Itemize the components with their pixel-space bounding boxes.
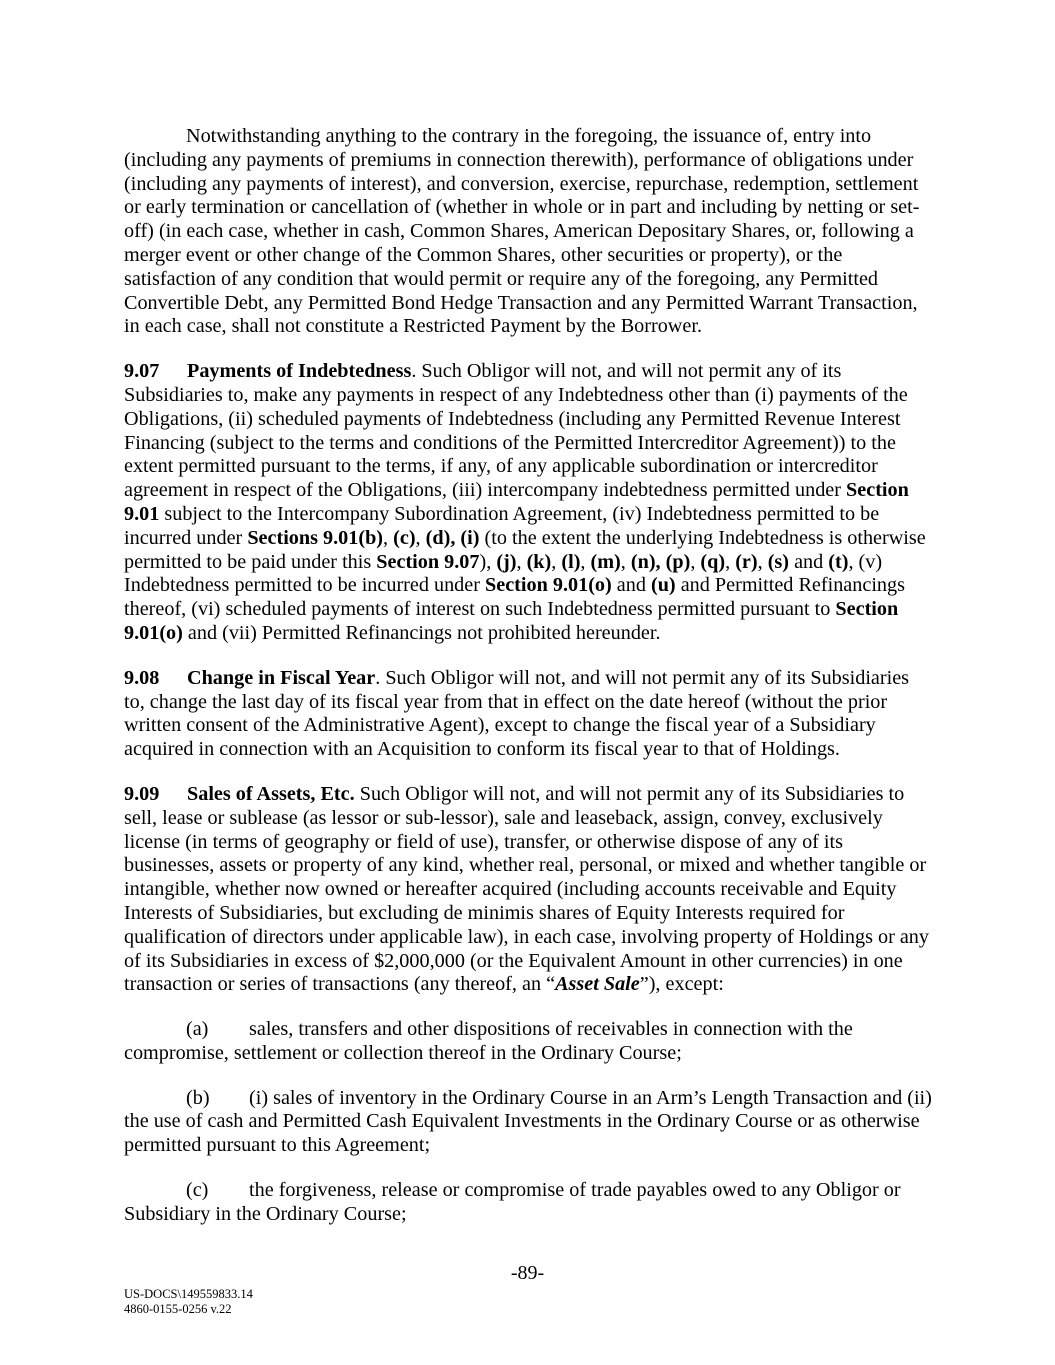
text-run: Notwithstanding anything to the contrary in the foregoing, the issuance of, entry into (including any payments of premiums in connection therewith), performance of obligations under (including any payments of interest), and conversion, exercise, repurchase, redemption, settlement or early termination or cancellation of (whether in whole or in part and including by netting or set-off) (in each case, whether in cash, Common Shares, American Depositary Shares, or, following a merger event or other change of the Common Shares, other securities or property), or the satisfaction of any condition that would permit or require any of the foregoing, any Permitted Convertible Debt, any Permitted Bond Hedge Transaction and any Permitted Warrant Transaction, in each case, shall not constitute a Restricted Payment by the Borrower. (124, 125, 920, 338)
list-item (124, 1179, 932, 1227)
text-run: and (vii) Permitted Refinancings not prohibited hereunder. (182, 621, 661, 644)
item-label: (b) (186, 1086, 210, 1109)
text-run: Such Obligor will not, and will not permit any of its Subsidiaries to sell, lease or sublease (as lessor or sub-lessor), sale and leaseback, assign, convey, exclusively license (in terms of geography or field of use), transfer, or otherwise dispose of any of its businesses, assets or property of any kind, whether real, personal, or mixed and whether tangible or intangible, whether now owned or hereafter acquired (including accounts receivable and Equity Interests of Subsidiaries, but excluding de minimis shares of Equity Interests required for qualification of directors under applicable law), in each case, involving property of Holdings or any of its Subsidiaries in excess of $2,000,000 (or the Equivalent Amount in other currencies) in one transaction or series of transactions (any thereof, an “ (124, 782, 929, 996)
bold-text-run: Section 9.01(o) (485, 574, 612, 597)
text-run: , (v) Indebtedness permitted to be incurred under (124, 550, 883, 597)
text-run: ), (479, 550, 497, 573)
bold-text-run: (s) (767, 550, 790, 573)
bold-text-run: (m) (590, 550, 621, 573)
list-item (124, 1087, 932, 1158)
footer-doc-id: US-DOCS\149559833.14 (124, 1287, 253, 1301)
text-run: , (725, 550, 736, 573)
bold-text-run: (c) (393, 526, 416, 549)
footer-version: 4860-0155-0256 v.22 (124, 1302, 232, 1316)
text-run: and (789, 550, 829, 573)
bold-text-run: (u) (650, 574, 676, 597)
text-run: sales, transfers and other dispositions of receivables in connection with the compromise, settlement or collection thereof in the Ordinary Course; (124, 1018, 853, 1064)
text-run: , (757, 550, 768, 573)
text-run: , (690, 550, 701, 573)
text-run: and Permitted Refinancings thereof, (vi) scheduled payments of interest on such Indebtedness permitted pursuant to (124, 574, 905, 621)
bold-text-run: Section 9.07 (376, 550, 480, 573)
text-run: , (620, 550, 631, 573)
text-run: , (580, 550, 591, 573)
text-run: , (383, 526, 394, 549)
bold-text-run: Asset Sale (555, 973, 640, 996)
document-body (124, 125, 932, 1248)
bold-text-run: (q) (700, 550, 726, 573)
text-run: , (516, 550, 527, 573)
bold-text-run: Change in Fiscal Year (187, 666, 376, 689)
text-run: ”), except: (639, 973, 724, 996)
section-number: 9.08 (124, 666, 160, 689)
text-run: , (551, 550, 562, 573)
text-run: , (415, 526, 426, 549)
text-run: subject to the Intercompany Subordination Agreement, (iv) Indebtedness permitted to be incurred under (124, 502, 880, 549)
item-label: (c) (186, 1179, 209, 1202)
text-run: (i) sales of inventory in the Ordinary Course in an Arm’s Length Transaction and (ii) the use of cash and Permitted Cash Equivalent Investments in the Ordinary Course or as otherwise permitted pursuant to this Agreement; (124, 1086, 932, 1157)
list-item (124, 1018, 932, 1066)
item-label: (a) (186, 1018, 209, 1041)
section-number: 9.09 (124, 782, 160, 805)
bold-text-run: (k) (526, 550, 552, 573)
text-run: . Such Obligor will not, and will not permit any of its Subsidiaries to, make any payments in respect of any Indebtedness other than (i) payments of the Obligations, (ii) scheduled payments of Indebtedness (including any Permitted Revenue Interest Financing (subject to the terms and conditions of the Permitted Intercreditor Agreement)) to the extent permitted pursuant to the terms, if any, of any applicable subordination or intercreditor agreement in respect of the Obligations, (iii) intercompany indebtedness permitted under (124, 360, 908, 502)
text-run: and (611, 574, 651, 597)
bold-text-run: (l) (561, 550, 581, 573)
section-paragraph (124, 667, 932, 762)
bold-text-run: Section 9.01 (124, 479, 909, 525)
text-run: the forgiveness, release or compromise of trade payables owed to any Obligor or Subsidiary in the Ordinary Course; (124, 1179, 901, 1225)
section-paragraph (124, 783, 932, 997)
bold-text-run: (t) (828, 550, 849, 573)
bold-text-run: (r) (735, 550, 758, 573)
paragraph (124, 125, 932, 339)
bold-text-run: Sections 9.01(b) (247, 526, 384, 549)
bold-text-run: (d), (i) (425, 526, 480, 549)
section-paragraph (124, 360, 932, 646)
bold-text-run: Sales of Assets, Etc. (187, 782, 355, 805)
bold-text-run: (n), (p) (630, 550, 691, 573)
section-number: 9.07 (124, 360, 160, 383)
bold-text-run: Payments of Indebtedness (187, 360, 412, 383)
bold-text-run: Section 9.01(o) (124, 598, 899, 644)
text-run: (to the extent the underlying Indebtedness is otherwise permitted to be paid under this (124, 526, 926, 573)
bold-text-run: (j) (496, 550, 517, 573)
text-run: . Such Obligor will not, and will not permit any of its Subsidiaries to, change the last day of its fiscal year from that in effect on the date hereof (without the prior written consent of the Administrative Agent), except to change the fiscal year of a Subsidiary acquired in connection with an Acquisition to conform its fiscal year to that of Holdings. (124, 666, 910, 761)
page-number: -89- (510, 1262, 545, 1284)
footer (124, 1287, 253, 1317)
